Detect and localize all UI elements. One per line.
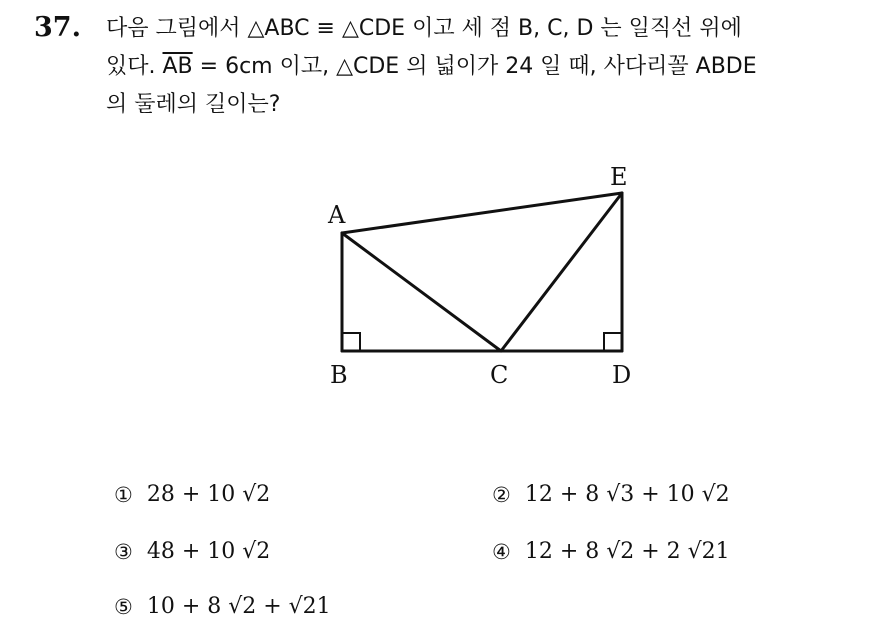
choice-2-number: ② bbox=[492, 482, 511, 507]
choice-3-number: ③ bbox=[114, 539, 133, 564]
choice-4-number: ④ bbox=[492, 539, 511, 564]
label-C: C bbox=[490, 361, 509, 389]
choice-3[interactable] bbox=[114, 539, 270, 564]
question-text-1: 다음 그림에서 △ABC ≡ △CDE 이고 세 점 B, C, D 는 일직선 위에 bbox=[106, 16, 742, 41]
segment-ab: $\overline{AB}$ bbox=[162, 54, 193, 79]
segment-AC bbox=[342, 233, 501, 351]
label-A: A bbox=[328, 201, 346, 229]
question-text-2a: 있다. bbox=[106, 54, 163, 79]
choice-5-text: 10 + 8 √2 + √21 bbox=[146, 594, 331, 619]
choice-1-number: ① bbox=[114, 482, 133, 507]
choice-4-text: 12 + 8 √2 + 2 √21 bbox=[524, 539, 730, 564]
right-angle-mark-D bbox=[604, 333, 622, 351]
choice-1[interactable] bbox=[114, 482, 270, 507]
choice-5-number: ⑤ bbox=[114, 594, 133, 619]
geometry-diagram bbox=[300, 155, 660, 400]
choice-3-text: 48 + 10 √2 bbox=[146, 539, 271, 564]
choice-2-text: 12 + 8 √3 + 10 √2 bbox=[524, 482, 730, 507]
segment-AE bbox=[342, 193, 622, 233]
question-line-1 bbox=[106, 14, 742, 44]
question-text-3: 의 둘레의 길이는? bbox=[106, 92, 281, 117]
question-line-2 bbox=[106, 52, 757, 82]
label-E: E bbox=[610, 163, 628, 191]
question-text-2b: = 6cm 이고, △CDE 의 넓이가 24 일 때, 사다리꼴 ABDE bbox=[192, 54, 757, 79]
geometry-figure bbox=[300, 155, 660, 400]
right-angle-mark-B bbox=[342, 333, 360, 351]
question-number: 37. bbox=[34, 12, 81, 43]
choice-5[interactable] bbox=[114, 594, 331, 619]
label-B: B bbox=[330, 361, 348, 389]
question-line-3 bbox=[106, 90, 280, 120]
choice-2[interactable] bbox=[492, 482, 730, 507]
segment-CE bbox=[501, 193, 622, 351]
choice-4[interactable] bbox=[492, 539, 730, 564]
choice-1-text: 28 + 10 √2 bbox=[146, 482, 271, 507]
label-D: D bbox=[612, 361, 632, 389]
